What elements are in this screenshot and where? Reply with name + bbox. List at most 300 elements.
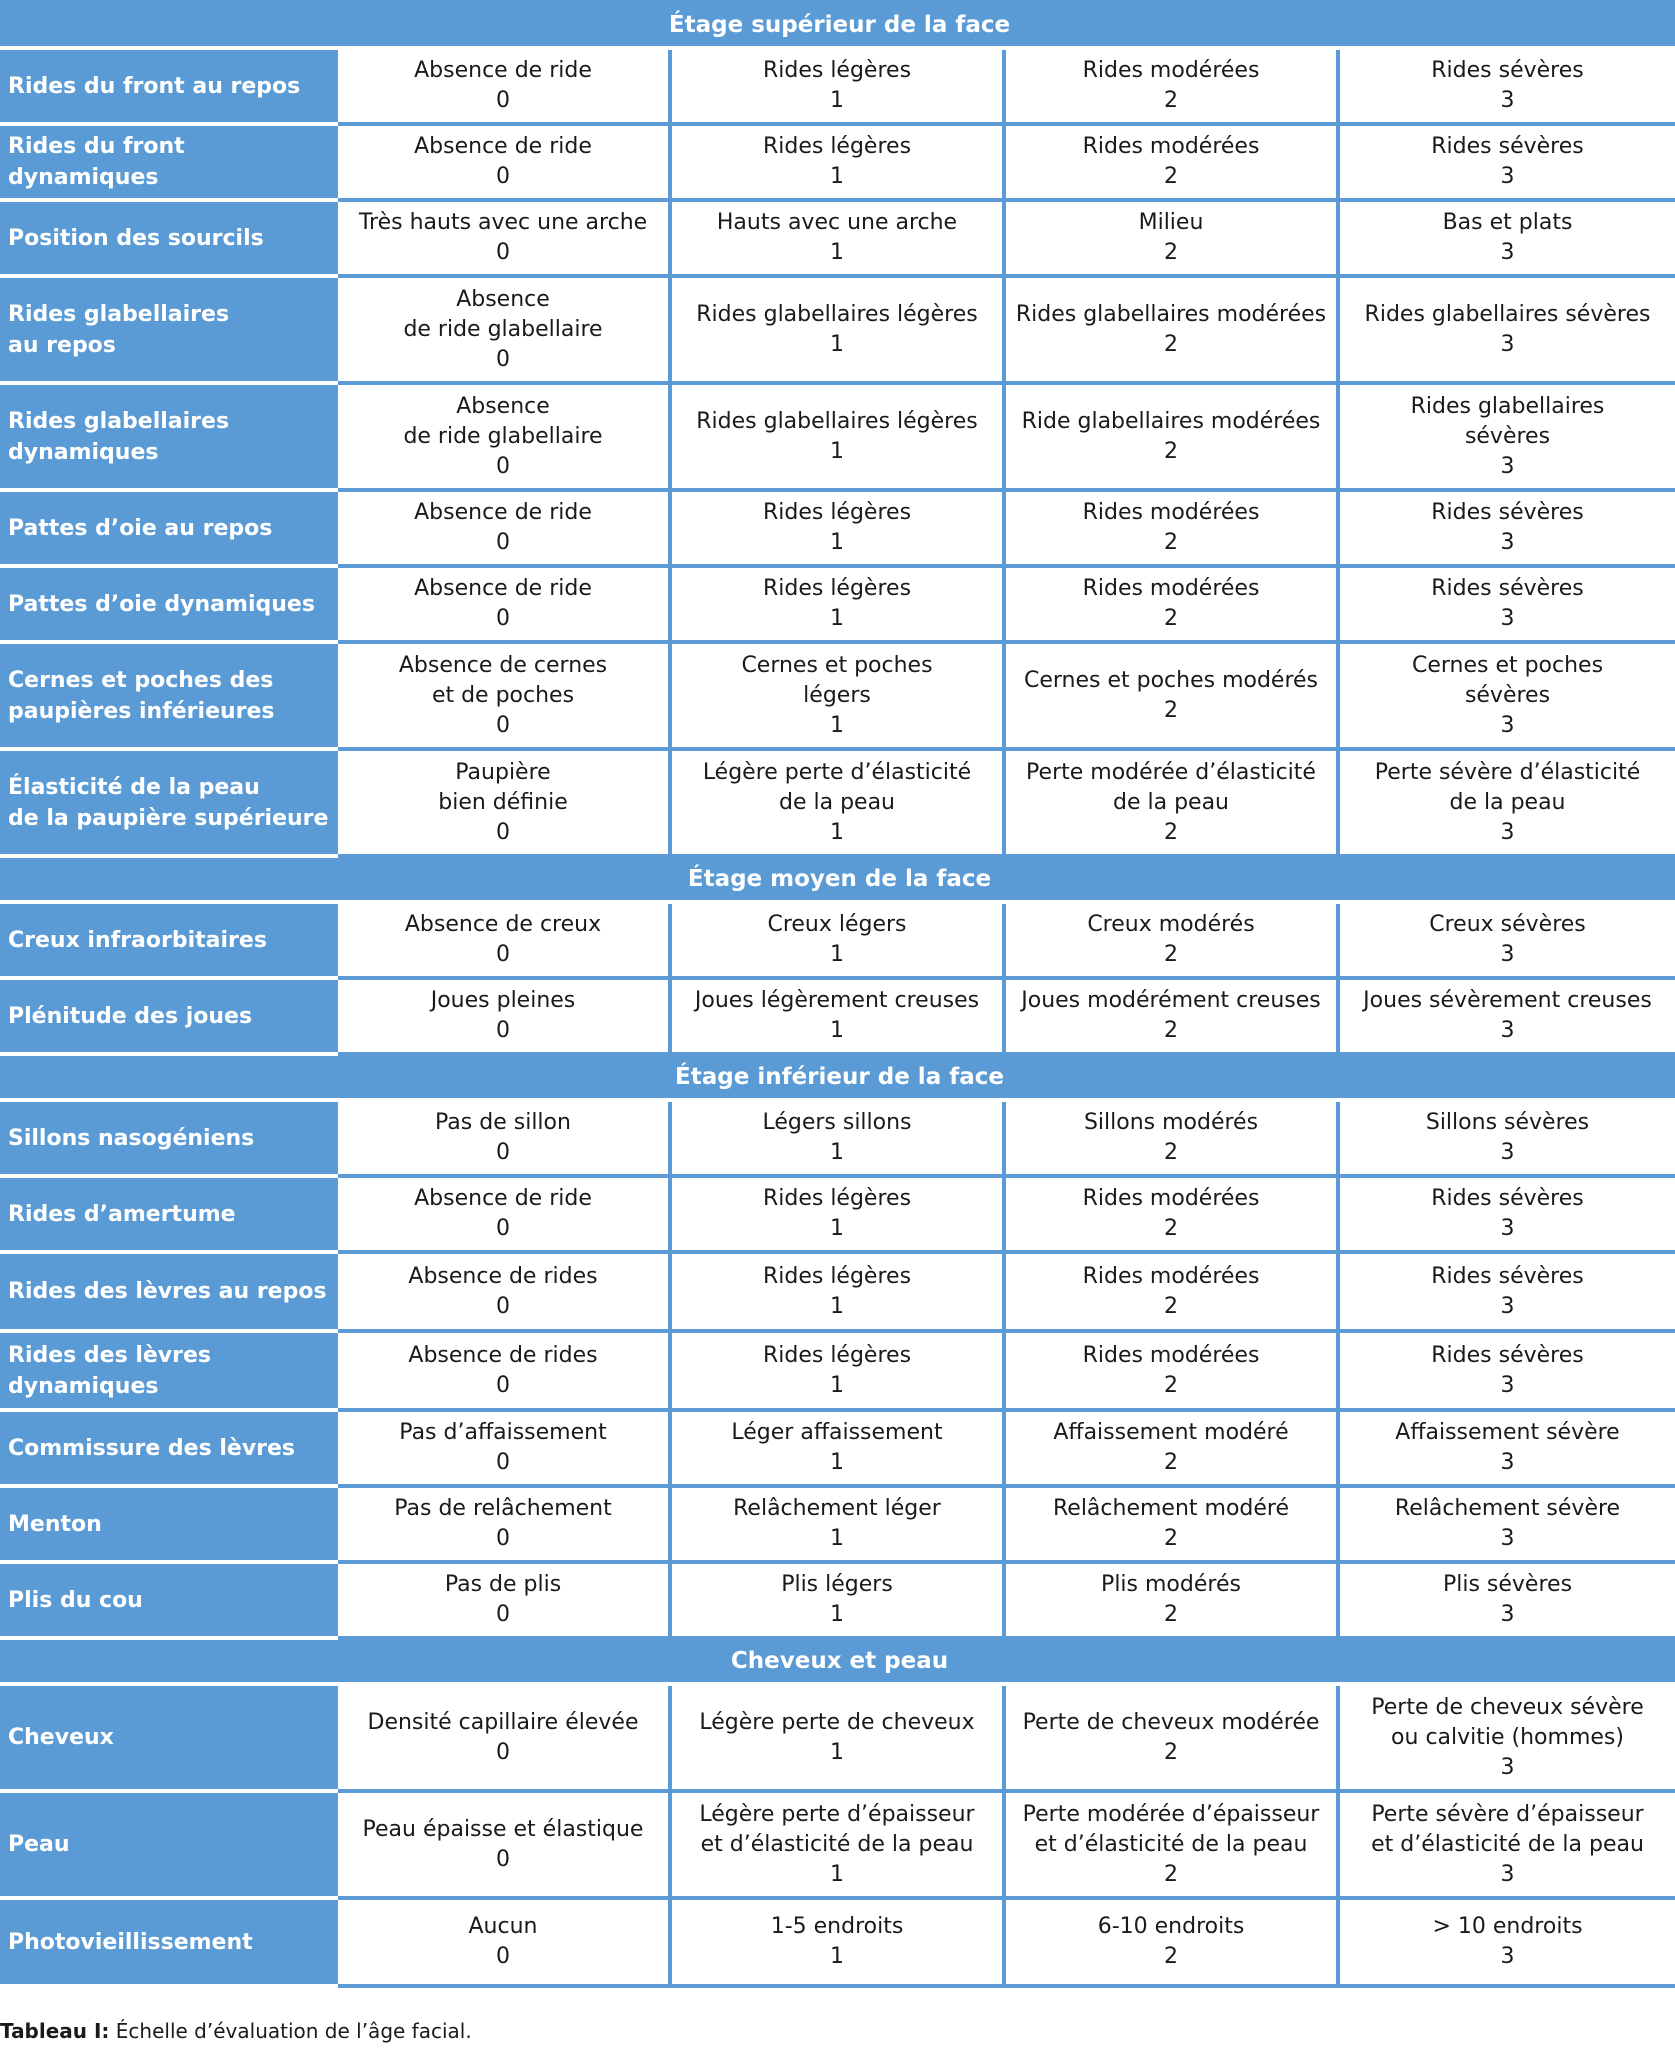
- cell-description: Rides sévères: [1431, 576, 1584, 601]
- score-cell: [1004, 749, 1338, 856]
- cell-description: Creux légers: [767, 912, 907, 937]
- table-row: [2, 124, 1675, 200]
- table-body: [2, 2, 1675, 1986]
- row-label: [2, 276, 336, 383]
- cell-description: Rides sévères: [1431, 134, 1584, 159]
- cell-score: 1: [830, 1450, 844, 1475]
- score-cell: [336, 566, 670, 642]
- cell-description: Cernes et poches légers: [741, 652, 933, 708]
- section-header-row: [2, 856, 1675, 902]
- cell-score: 0: [496, 346, 510, 372]
- score-cell: [1004, 48, 1338, 124]
- cell-description: Hauts avec une arche: [716, 210, 958, 235]
- cell-description: Affaissement sévère: [1395, 1420, 1620, 1445]
- row-label-text: Sillons nasogéniens: [8, 1125, 255, 1151]
- cell-score: 0: [496, 942, 510, 967]
- cell-score: 3: [1500, 942, 1515, 967]
- cell-score: 0: [496, 1602, 510, 1627]
- cell-score: 3: [1500, 453, 1515, 479]
- cell-score: 2: [1164, 240, 1178, 265]
- score-cell: [336, 1486, 670, 1562]
- cell-description: Légère perte d’élasticité de la peau: [702, 759, 972, 815]
- cell-description: Perte de cheveux modérée: [1022, 1709, 1320, 1735]
- cell-score: 0: [496, 1526, 510, 1551]
- table-row: [2, 749, 1675, 856]
- cell-description: Pas de relâchement: [394, 1496, 612, 1521]
- cell-score: 1: [830, 1372, 844, 1398]
- row-label-text: Rides du front au repos: [8, 73, 301, 99]
- cell-score: 0: [496, 712, 510, 738]
- score-cell: [670, 566, 1004, 642]
- cell-description: Rides légères: [762, 134, 912, 159]
- score-cell: [670, 1486, 1004, 1562]
- cell-score: 2: [1164, 697, 1178, 723]
- score-cell: [336, 1791, 670, 1898]
- cell-description: 1-5 endroits: [770, 1914, 904, 1939]
- cell-score: 3: [1500, 712, 1515, 738]
- score-cell: [1338, 383, 1675, 490]
- caption-label: Tableau I:: [0, 2019, 110, 2043]
- score-cell: [1004, 490, 1338, 566]
- cell-description: Bas et plats: [1442, 210, 1573, 235]
- cell-score: 0: [496, 1846, 510, 1872]
- score-cell: [336, 1562, 670, 1638]
- cell-description: Rides sévères: [1431, 500, 1584, 525]
- score-cell: [336, 124, 670, 200]
- score-cell: [1338, 1898, 1675, 1986]
- table-caption: [0, 2019, 472, 2043]
- cell-description: Milieu: [1138, 210, 1204, 235]
- cell-score: 2: [1164, 438, 1178, 464]
- score-cell: [670, 1176, 1004, 1252]
- row-label: [2, 490, 336, 566]
- cell-description: Rides modérées: [1082, 576, 1260, 601]
- cell-score: 1: [830, 164, 844, 189]
- row-label-text: Pattes d’oie dynamiques: [8, 591, 315, 617]
- cell-score: 1: [830, 1861, 844, 1887]
- cell-description: Absence de ride glabellaire: [403, 286, 603, 342]
- table-row: [2, 978, 1675, 1054]
- score-cell: [1338, 1486, 1675, 1562]
- cell-description: Rides glabellaires modérées: [1015, 301, 1327, 327]
- score-cell: [670, 1331, 1004, 1410]
- cell-description: Absence de cernes et de poches: [398, 652, 608, 708]
- cell-score: 3: [1500, 240, 1515, 265]
- cell-description: Perte sévère d’épaisseur et d’élasticité de la peau: [1371, 1801, 1644, 1857]
- table-row: [2, 566, 1675, 642]
- section-title: Étage inférieur de la face: [2, 1054, 1675, 1100]
- score-cell: [1338, 1100, 1675, 1176]
- score-cell: [1004, 1791, 1338, 1898]
- cell-description: Perte modérée d’élasticité de la peau: [1026, 759, 1316, 815]
- score-cell: [336, 1898, 670, 1986]
- score-cell: [670, 200, 1004, 276]
- row-label: [2, 1100, 336, 1176]
- cell-description: Aucun: [468, 1914, 538, 1939]
- cell-score: 0: [496, 819, 510, 845]
- cell-description: Plis légers: [781, 1572, 893, 1597]
- cell-score: 1: [830, 1602, 844, 1627]
- row-label-text: Cernes et poches des paupières inférieures: [8, 667, 275, 724]
- cell-description: Rides modérées: [1082, 1263, 1260, 1289]
- cell-description: Rides sévères: [1431, 58, 1584, 83]
- cell-description: Absence de rides: [408, 1342, 598, 1368]
- score-cell: [1338, 1410, 1675, 1486]
- cell-score: 1: [830, 1739, 844, 1765]
- cell-score: 1: [830, 438, 844, 464]
- cell-score: 2: [1164, 1602, 1178, 1627]
- score-cell: [670, 642, 1004, 749]
- row-label: [2, 749, 336, 856]
- cell-description: > 10 endroits: [1432, 1914, 1583, 1939]
- table-row: [2, 1410, 1675, 1486]
- score-cell: [336, 1100, 670, 1176]
- row-label: [2, 124, 336, 200]
- row-label: [2, 566, 336, 642]
- cell-description: Cernes et poches modérés: [1023, 667, 1319, 693]
- table-row: [2, 1100, 1675, 1176]
- cell-description: Rides modérées: [1082, 1342, 1260, 1368]
- cell-score: 0: [496, 1140, 510, 1165]
- table-row: [2, 383, 1675, 490]
- score-cell: [1004, 124, 1338, 200]
- cell-score: 2: [1164, 1216, 1178, 1241]
- cell-score: 3: [1500, 1754, 1515, 1780]
- cell-description: Rides légères: [762, 1263, 912, 1289]
- cell-description: Rides légères: [762, 1342, 912, 1368]
- cell-score: 3: [1500, 88, 1515, 113]
- row-label-text: Rides d’amertume: [8, 1201, 236, 1227]
- score-cell: [336, 200, 670, 276]
- cell-description: Rides glabellaires sévères: [1410, 393, 1605, 449]
- row-label-text: Rides glabellaires dynamiques: [8, 408, 230, 465]
- cell-score: 0: [496, 1739, 510, 1765]
- cell-description: Relâchement modéré: [1052, 1496, 1290, 1521]
- score-cell: [670, 1684, 1004, 1791]
- cell-score: 1: [830, 331, 844, 357]
- cell-score: 3: [1500, 819, 1515, 845]
- score-cell: [336, 276, 670, 383]
- score-cell: [1338, 978, 1675, 1054]
- score-cell: [1338, 1684, 1675, 1791]
- score-cell: [670, 383, 1004, 490]
- cell-description: Absence de rides: [408, 1263, 598, 1289]
- row-label: [2, 1486, 336, 1562]
- cell-description: Creux modérés: [1087, 912, 1255, 937]
- score-cell: [670, 902, 1004, 978]
- cell-score: 2: [1164, 530, 1178, 555]
- table-row: [2, 902, 1675, 978]
- cell-score: 2: [1164, 1018, 1178, 1043]
- score-cell: [1004, 1100, 1338, 1176]
- score-cell: [1004, 1410, 1338, 1486]
- score-cell: [1004, 566, 1338, 642]
- cell-score: 3: [1500, 1450, 1515, 1475]
- score-cell: [670, 1791, 1004, 1898]
- cell-description: Pas d’affaissement: [399, 1420, 607, 1445]
- score-cell: [1338, 1331, 1675, 1410]
- cell-description: Rides légères: [762, 1186, 912, 1211]
- cell-score: 1: [830, 240, 844, 265]
- row-label: [2, 1252, 336, 1331]
- score-cell: [1004, 902, 1338, 978]
- table-row: [2, 1791, 1675, 1898]
- cell-score: 3: [1500, 1216, 1515, 1241]
- cell-score: 2: [1164, 164, 1178, 189]
- row-label-text: Plis du cou: [8, 1587, 143, 1613]
- cell-description: Creux sévères: [1429, 912, 1586, 937]
- score-cell: [336, 1684, 670, 1791]
- cell-score: 1: [830, 1018, 844, 1043]
- cell-description: Affaissement modéré: [1053, 1420, 1289, 1445]
- row-label-text: Rides du front dynamiques: [8, 134, 185, 190]
- row-label-text: Pattes d’oie au repos: [8, 515, 273, 541]
- cell-description: Absence de creux: [404, 912, 602, 937]
- cell-score: 0: [496, 88, 510, 113]
- cell-description: Rides glabellaires légères: [696, 301, 978, 327]
- table-row: [2, 48, 1675, 124]
- score-cell: [1338, 490, 1675, 566]
- section-title: Cheveux et peau: [2, 1638, 1675, 1684]
- score-cell: [1004, 1562, 1338, 1638]
- cell-description: Absence de ride: [414, 1186, 592, 1211]
- cell-score: 2: [1164, 1372, 1178, 1398]
- cell-description: Rides sévères: [1431, 1263, 1584, 1289]
- cell-score: 1: [830, 1293, 844, 1319]
- score-cell: [1004, 383, 1338, 490]
- cell-description: Cernes et poches sévères: [1411, 652, 1604, 708]
- cell-description: Rides sévères: [1431, 1342, 1584, 1368]
- score-cell: [336, 642, 670, 749]
- row-label-text: Cheveux: [8, 1725, 114, 1750]
- cell-score: 1: [830, 819, 844, 845]
- cell-score: 1: [830, 942, 844, 967]
- cell-score: 0: [496, 1018, 510, 1043]
- score-cell: [670, 1410, 1004, 1486]
- cell-description: Relâchement sévère: [1394, 1496, 1621, 1521]
- table-row: [2, 642, 1675, 749]
- cell-description: Léger affaissement: [731, 1420, 943, 1445]
- score-cell: [1004, 1176, 1338, 1252]
- cell-description: Sillons sévères: [1425, 1110, 1590, 1135]
- cell-description: Joues légèrement creuses: [694, 988, 980, 1013]
- score-cell: [1004, 1252, 1338, 1331]
- cell-description: Joues pleines: [430, 988, 576, 1013]
- score-cell: [1338, 1176, 1675, 1252]
- cell-description: Plis modérés: [1101, 1572, 1241, 1597]
- cell-score: 3: [1500, 1140, 1515, 1165]
- cell-score: 1: [830, 1944, 844, 1969]
- score-cell: [336, 1252, 670, 1331]
- score-cell: [336, 749, 670, 856]
- score-cell: [1338, 48, 1675, 124]
- score-cell: [670, 978, 1004, 1054]
- cell-score: 1: [830, 88, 844, 113]
- score-cell: [1004, 1486, 1338, 1562]
- cell-description: Pas de sillon: [435, 1110, 571, 1135]
- cell-score: 2: [1164, 1944, 1178, 1969]
- cell-score: 0: [496, 1944, 510, 1969]
- cell-score: 1: [830, 606, 844, 631]
- row-label-text: Creux infraorbitaires: [8, 927, 267, 953]
- cell-description: Absence de ride: [414, 576, 592, 601]
- cell-score: 2: [1164, 819, 1178, 845]
- cell-description: Légers sillons: [762, 1110, 912, 1135]
- cell-description: Peau épaisse et élastique: [362, 1816, 644, 1842]
- score-cell: [1004, 978, 1338, 1054]
- section-title: Étage supérieur de la face: [2, 2, 1675, 48]
- cell-description: Absence de ride: [414, 134, 592, 159]
- score-cell: [670, 124, 1004, 200]
- cell-description: Absence de ride: [414, 58, 592, 83]
- row-label: [2, 1898, 336, 1986]
- cell-score: 1: [830, 530, 844, 555]
- cell-score: 3: [1500, 1018, 1515, 1043]
- cell-description: Très hauts avec une arche: [358, 210, 648, 235]
- score-cell: [336, 902, 670, 978]
- cell-score: 2: [1164, 1861, 1178, 1887]
- cell-description: Plis sévères: [1442, 1572, 1573, 1597]
- score-cell: [1004, 642, 1338, 749]
- score-cell: [1338, 749, 1675, 856]
- section-title: Étage moyen de la face: [2, 856, 1675, 902]
- row-label: [2, 978, 336, 1054]
- row-label-text: Photovieillissement: [8, 1929, 253, 1955]
- cell-score: 0: [496, 1372, 510, 1398]
- score-cell: [1004, 276, 1338, 383]
- score-cell: [1004, 1331, 1338, 1410]
- cell-description: 6-10 endroits: [1097, 1914, 1245, 1939]
- score-cell: [670, 749, 1004, 856]
- score-cell: [670, 1898, 1004, 1986]
- cell-score: 2: [1164, 1293, 1178, 1319]
- section-header-row: [2, 1638, 1675, 1684]
- score-cell: [336, 1331, 670, 1410]
- row-label-text: Rides des lèvres dynamiques: [8, 1342, 211, 1399]
- row-label-text: Élasticité de la peau de la paupière supérieure: [8, 774, 329, 831]
- cell-description: Légère perte de cheveux: [699, 1709, 975, 1735]
- cell-description: Absence de ride glabellaire: [403, 393, 603, 449]
- table-row: [2, 1331, 1675, 1410]
- cell-description: Relâchement léger: [733, 1496, 941, 1521]
- score-cell: [1338, 1791, 1675, 1898]
- cell-score: 3: [1500, 1602, 1515, 1627]
- cell-description: Joues modérément creuses: [1021, 988, 1321, 1013]
- score-cell: [336, 48, 670, 124]
- row-label: [2, 1791, 336, 1898]
- cell-score: 1: [830, 712, 844, 738]
- row-label-text: Peau: [8, 1832, 70, 1857]
- cell-score: 2: [1164, 1450, 1178, 1475]
- section-header-row: [2, 2, 1675, 48]
- cell-score: 0: [496, 1216, 510, 1241]
- cell-score: 0: [496, 453, 510, 479]
- cell-description: Rides modérées: [1082, 134, 1260, 159]
- score-cell: [336, 383, 670, 490]
- score-cell: [1338, 642, 1675, 749]
- cell-score: 1: [830, 1216, 844, 1241]
- score-cell: [1338, 200, 1675, 276]
- row-label: [2, 902, 336, 978]
- cell-score: 3: [1500, 1293, 1515, 1319]
- cell-score: 0: [496, 530, 510, 555]
- cell-score: 3: [1500, 530, 1515, 555]
- cell-description: Rides sévères: [1431, 1186, 1584, 1211]
- row-label-text: Plénitude des joues: [8, 1003, 253, 1029]
- caption-text: Échelle d’évaluation de l’âge facial.: [109, 2019, 472, 2043]
- score-cell: [1338, 1562, 1675, 1638]
- cell-description: Joues sévèrement creuses: [1363, 988, 1652, 1013]
- row-label: [2, 1176, 336, 1252]
- score-cell: [336, 490, 670, 566]
- row-label: [2, 1331, 336, 1410]
- cell-description: Pas de plis: [444, 1572, 562, 1597]
- cell-score: 3: [1500, 1372, 1515, 1398]
- cell-score: 3: [1500, 1861, 1515, 1887]
- table-row: [2, 1684, 1675, 1791]
- row-label: [2, 1684, 336, 1791]
- table-row: [2, 1176, 1675, 1252]
- section-header-row: [2, 1054, 1675, 1100]
- score-cell: [1004, 200, 1338, 276]
- cell-score: 0: [496, 1293, 510, 1319]
- row-label-text: Rides des lèvres au repos: [8, 1279, 327, 1304]
- cell-score: 1: [830, 1140, 844, 1165]
- table-row: [2, 1562, 1675, 1638]
- table-row: [2, 1898, 1675, 1986]
- table-row: [2, 1252, 1675, 1331]
- cell-description: Paupière bien définie: [438, 759, 568, 815]
- row-label-text: Rides glabellaires au repos: [8, 301, 230, 358]
- score-cell: [670, 1562, 1004, 1638]
- cell-score: 3: [1500, 606, 1515, 631]
- table-row: [2, 1486, 1675, 1562]
- cell-score: 2: [1164, 606, 1178, 631]
- row-label-text: Commissure des lèvres: [8, 1435, 296, 1461]
- table-row: [2, 200, 1675, 276]
- score-cell: [670, 490, 1004, 566]
- cell-description: Rides modérées: [1082, 1186, 1260, 1211]
- cell-score: 3: [1500, 1526, 1515, 1551]
- cell-score: 3: [1500, 164, 1515, 189]
- row-label: [2, 48, 336, 124]
- score-cell: [1338, 276, 1675, 383]
- cell-score: 2: [1164, 1526, 1178, 1551]
- score-cell: [1338, 124, 1675, 200]
- cell-description: Rides légères: [762, 58, 912, 83]
- row-label: [2, 642, 336, 749]
- score-cell: [336, 978, 670, 1054]
- table-row: [2, 490, 1675, 566]
- cell-score: 2: [1164, 942, 1178, 967]
- cell-description: Perte sévère d’élasticité de la peau: [1374, 759, 1641, 815]
- cell-description: Perte modérée d’épaisseur et d’élasticité de la peau: [1022, 1801, 1320, 1857]
- cell-score: 2: [1164, 1140, 1178, 1165]
- cell-score: 0: [496, 164, 510, 189]
- cell-description: Sillons modérés: [1083, 1110, 1259, 1135]
- cell-description: Densité capillaire élevée: [367, 1709, 639, 1735]
- score-cell: [670, 1100, 1004, 1176]
- row-label: [2, 383, 336, 490]
- cell-score: 1: [830, 1526, 844, 1551]
- cell-description: Légère perte d’épaisseur et d’élasticité de la peau: [699, 1801, 975, 1857]
- score-cell: [1004, 1684, 1338, 1791]
- score-cell: [670, 1252, 1004, 1331]
- score-cell: [670, 276, 1004, 383]
- cell-description: Ride glabellaires modérées: [1021, 408, 1321, 434]
- cell-description: Rides glabellaires légères: [696, 408, 978, 434]
- cell-description: Rides glabellaires sévères: [1364, 301, 1651, 327]
